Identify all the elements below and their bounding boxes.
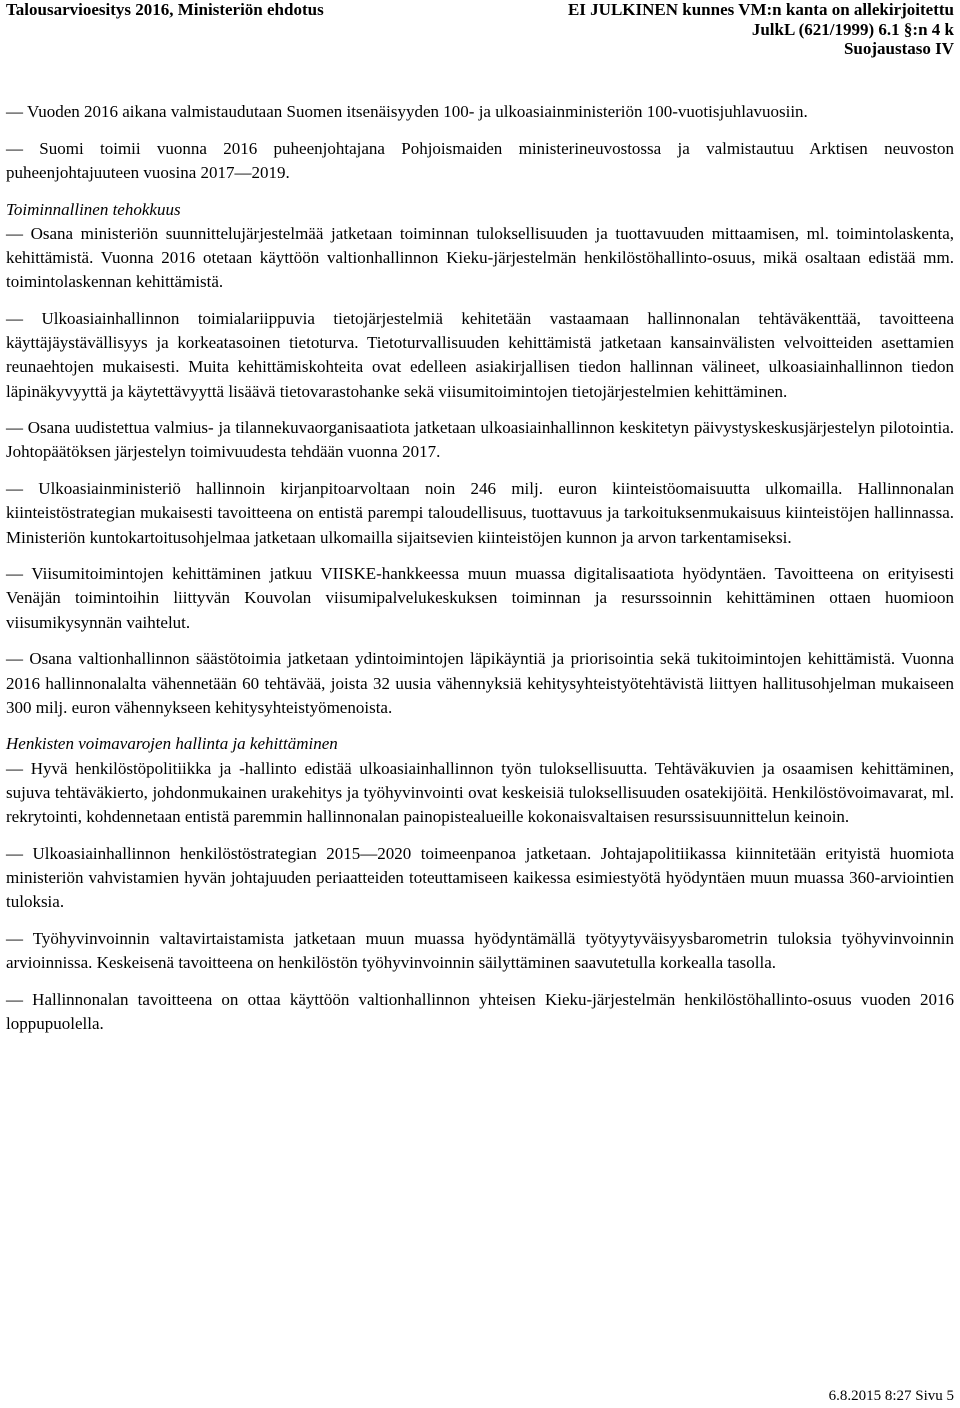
body-paragraph: — Työhyvinvoinnin valtavirtaistamista jatketaan muun muassa hyödyntämällä työtyytyväisyysbarometrin tuloksia työhyvinvoinnin arvioinnissa. Keskeisenä tavoitteena on henkilöstön työhyvinvoinnin säilyttäminen saavutetulla korkealla tasolla. [6, 928, 954, 973]
body-paragraph: — Ulkoasiainministeriö hallinnoin kirjanpitoarvoltaan noin 246 milj. euron kiinteistöomaisuutta ulkomailla. Hallinnonalan kiinteistöstrategian mukaisesti tavoitteena on entistä parempi taloudellisuus, tuottavuus ja tarkoituksenmukaisuus kiinteistöjen hallinnassa. Ministeriön kuntokartoitusohjelmaa jatketaan ulkomailla sijaitsevien kiinteistöjen kunnon ja arvon tarkentamiseksi. [6, 479, 954, 547]
classification-line: JulkL (621/1999) 6.1 §:n 4 k [751, 19, 954, 39]
section-heading: Toiminnallinen tehokkuus [6, 199, 181, 219]
body-paragraph: — Osana valtionhallinnon säästötoimia jatketaan ydintoimintojen läpikäyntiä ja priorisointia sekä tukitoimintojen kehittämistä. Vuonna 2016 hallinnonalalta vähennetään 60 tehtävää, joista 32 uusia vähennyksiä kehitysyhteistyötehtävistä liittyen hallitusohjelman mukaiseen 300 milj. euron vähennykseen kehitysyhteistyömenoista. [6, 649, 954, 717]
body-paragraph: — Hyvä henkilöstöpolitiikka ja -hallinto edistää ulkoasiainhallinnon työn tuloksellisuutta. Tehtäväkuvien ja osaamisen kehittäminen, sujuva tehtäväkierto, johdonmukainen urakehitys ja työhyvinvointi ovat keskeisiä tuloksellisuuden osatekijöitä. Henkilöstövoimavarat, ml. rekrytointi, kohdennetaan entistä paremmin hallinnonalan painopistealueille kokonaisvaltaisen resurssisuunnittelun keinoin. [6, 758, 954, 827]
body-paragraph: — Ulkoasiainhallinnon henkilöstöstrategian 2015—2020 toimeenpanoa jatketaan. Johtajapolitiikassa kiinnitetään erityistä huomiota ministeriön vahvistamien hyvän johtajuuden periaatteiden toteuttamiseen kaikessa esimiestyötä hyödyntäen muun muassa 360-arviointien tuloksia. [6, 843, 954, 912]
body-paragraph: — Ulkoasiainhallinnon toimialariippuvia tietojärjestelmiä kehitetään vastaamaan hallinnonalan tehtäväkenttää, tavoitteena käyttäjäystävällisyys ja korkeatasoinen tietoturva. Tietoturvallisuuden kehittämistä jatketaan kansainvälisten velvoitteiden asettamien reunaehtojen mukaisesti. Muita kehittämiskohteita ovat edelleen asiakirjallisen tiedon hallinnan välineet, ulkoasiainhallinnon tiedon läpinäkyvyyttä ja käytettävyyttä lisäävä tietovarastohanke sekä viisumitoimintojen tietojärjestelmien kehittäminen. [6, 308, 954, 401]
classification-line: Suojaustaso IV [843, 39, 954, 58]
body-paragraph: — Vuoden 2016 aikana valmistaudutaan Suomen itsenäisyyden 100- ja ulkoasiainministeriön 100-vuotisjuhlavuosiin. [6, 102, 808, 121]
page-footer: 6.8.2015 8:27 Sivu 5 [828, 1388, 954, 1404]
body-paragraph: — Viisumitoimintojen kehittäminen jatkuu VIISKE-hankkeessa muun muassa digitalisaatiota hyödyntäen. Tavoitteena on erityisesti Venäjän toimintoihin liittyvän Kouvolan viisumipalvelukeskuksen toiminnan ja resurssoinnin kehittäminen ottaen huomioon viisumikysynnän vaihtelut. [6, 564, 954, 632]
classification-notice [568, 0, 954, 59]
body-paragraph: — Hallinnonalan tavoitteena on ottaa käyttöön valtionhallinnon yhteisen Kieku-järjestelmän henkilöstöhallinto-osuus vuoden 2016 loppupuolella. [6, 989, 954, 1033]
section-heading: Henkisten voimavarojen hallinta ja kehittäminen [6, 734, 338, 754]
classification-line: EI JULKINEN kunnes VM:n kanta on allekirjoitettu [567, 0, 954, 19]
body-paragraph: — Suomi toimii vuonna 2016 puheenjohtajana Pohjoismaiden ministerineuvostossa ja valmistautuu Arktisen neuvoston puheenjohtajuuteen vuosina 2017—2019. [6, 138, 954, 182]
document-body [6, 100, 954, 1036]
body-paragraph: — Osana ministeriön suunnittelujärjestelmää jatketaan toiminnan tuloksellisuuden ja tuottavuuden mittaamisen, ml. toimintolaskenta, kehittämistä. Vuonna 2016 otetaan käyttöön valtionhallinnon Kieku-järjestelmän henkilöstöhallinto-osuus, mikä osaltaan edistää mm. toimintolaskennan kehittämistä. [6, 223, 954, 292]
document-header-title: Talousarvioesitys 2016, Ministeriön ehdotus [6, 0, 324, 19]
body-paragraph: — Osana uudistettua valmius- ja tilannekuvaorganisaatiota jatketaan ulkoasiainhallinnon keskitetyn päivystyskeskusjärjestelyn pilotointia. Johtopäätöksen järjestelyn toimivuudesta tehdään vuonna 2017. [6, 418, 954, 462]
